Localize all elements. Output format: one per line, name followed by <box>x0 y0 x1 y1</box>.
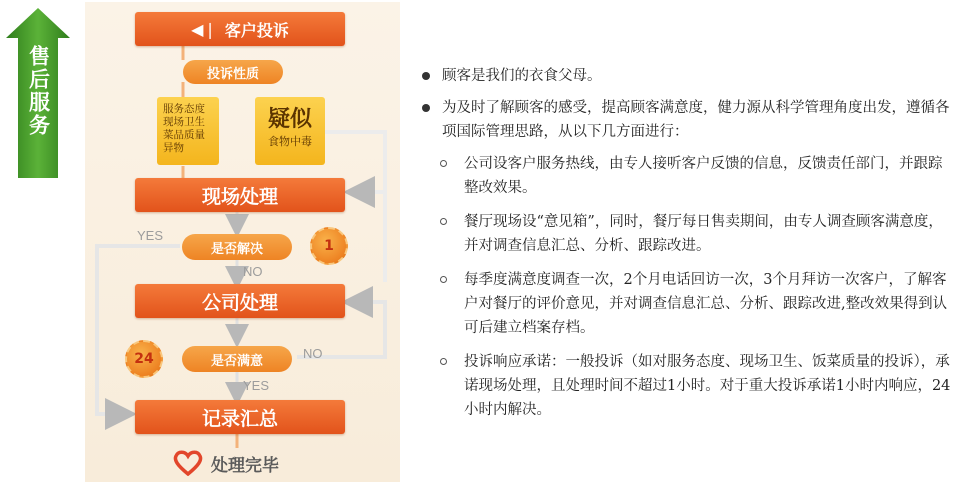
done-label: 处理完毕 <box>211 455 279 476</box>
summary-box-label: 记录汇总 <box>201 407 278 430</box>
record-summary-box <box>135 400 345 434</box>
no-label-2: NO <box>303 346 323 361</box>
issue-foreign-object: 异物 <box>163 142 184 154</box>
service-issues-box <box>157 97 219 165</box>
sub-bullet-text: 每季度满意度调查一次，2个月电话回访一次，3个月拜访一次客户，了解客户对餐厅的评价意见，并对调查信息汇总、分析、跟踪改进,整改效果得到认可后建立档案存档。 <box>464 272 948 336</box>
food-poisoning-box <box>255 97 325 165</box>
clock-24-hour-icon <box>125 340 163 378</box>
bullet-text: 为及时了解顾客的感受，提高顾客满意度，健力源从科学管理角度出发，遵循各项国际管理思路，从以下几方面进行： <box>442 100 950 140</box>
clock-1-label: 1 <box>324 238 334 254</box>
bullet-dot-icon <box>422 72 430 80</box>
onsite-handling-box <box>135 178 345 212</box>
food-poisoning-label: 食物中毒 <box>268 135 312 148</box>
resolved-pill-label: 是否解决 <box>210 241 263 257</box>
process-complete <box>173 448 323 478</box>
company-handling-box <box>135 284 345 318</box>
bullet-item <box>414 64 954 88</box>
issue-site-hygiene: 现场卫生 <box>163 116 205 128</box>
clock-24-label: 24 <box>134 351 154 367</box>
sub-bullet-item <box>414 210 954 258</box>
bullet-text: 顾客是我们的衣食父母。 <box>442 68 602 84</box>
sub-bullet-ring-icon <box>440 276 447 283</box>
sub-bullet-item <box>414 152 954 200</box>
nature-pill-label: 投诉性质 <box>206 66 259 82</box>
service-description <box>414 64 954 432</box>
megaphone-icon: ◀❘ <box>191 19 217 39</box>
side-tab-text: 售后服务 <box>26 45 51 137</box>
satisfied-decision-pill <box>182 346 292 372</box>
sub-bullet-text: 投诉响应承诺：一般投诉（如对服务态度、现场卫生、饭菜质量的投诉），承诺现场处理，且处理时间不超过1小时。对于重大投诉承诺1小时内响应，24小时内解决。 <box>464 354 951 418</box>
onsite-box-label: 现场处理 <box>201 185 278 208</box>
company-box-label: 公司处理 <box>201 291 278 314</box>
side-tab <box>6 8 70 178</box>
yes-label-2: YES <box>243 378 270 393</box>
heart-icon <box>173 450 203 476</box>
bullet-item <box>414 96 954 144</box>
complaint-box-label: 客户投诉 <box>224 20 289 40</box>
clock-1-hour-icon <box>310 227 348 265</box>
sub-bullet-item <box>414 268 954 340</box>
sub-bullet-text: 餐厅现场设“意见箱”，同时，餐厅每日售卖期间，由专人调查顾客满意度，并对调查信息汇总、分析、跟踪改进。 <box>464 214 943 254</box>
issue-dish-quality: 菜品质量 <box>163 129 205 141</box>
resolved-decision-pill <box>182 234 292 260</box>
side-tab-label <box>6 36 70 146</box>
sub-bullet-ring-icon <box>440 358 447 365</box>
sub-bullet-ring-icon <box>440 218 447 225</box>
service-flowchart <box>85 2 400 482</box>
sub-bullet-item <box>414 350 954 422</box>
satisfied-pill-label: 是否满意 <box>210 353 263 369</box>
yes-label-1: YES <box>137 228 164 243</box>
customer-complaint-box <box>135 12 345 46</box>
complaint-nature-pill <box>183 60 283 84</box>
bullet-dot-icon <box>422 104 430 112</box>
suspected-label: 疑似 <box>267 107 312 132</box>
issue-service-attitude: 服务态度 <box>163 103 205 115</box>
sub-bullet-text: 公司设客户服务热线，由专人接听客户反馈的信息，反馈责任部门，并跟踪整改效果。 <box>464 156 943 196</box>
no-label-1: NO <box>243 264 263 279</box>
sub-bullet-ring-icon <box>440 160 447 167</box>
